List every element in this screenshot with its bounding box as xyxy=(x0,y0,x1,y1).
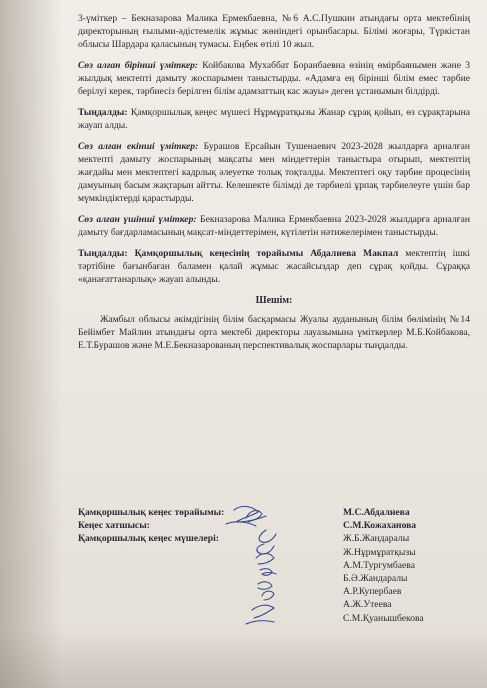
decision-paragraph: Жамбыл облысы әкімдігінің білім басқармасы Жуалы ауданының білім бөлімінің №14 Бейімбет Майлин атындағы орта мектебі директоры лауазымына үміткерлер М.Б.Койбакова, Е.Т.Бурашов және М.Е.Бекназарованың перспективалық жоспарлары тыңдалды. xyxy=(78,314,470,351)
member-row xyxy=(78,585,470,598)
first-candidate-text: Койбакова Мухаббат Боранбаевна өзінің өмірбаянымен және 3 жылдық мектепті дамыту жоспарымен таныстырды. «Адамға ең бірінші білім емес тәрбие берілуі керек, тәрбиесіз берілген білім адамзаттың кас жауы» деген ұстанымын білдірді. xyxy=(78,60,470,97)
heard-1-label: Тыңдалды: xyxy=(78,107,128,118)
member-name: Ж.Б.Жандаралы xyxy=(343,533,410,545)
member-name: Б.Ә.Жандаралы xyxy=(343,572,408,584)
document-body xyxy=(78,12,470,360)
member-row xyxy=(78,572,470,585)
member-name: Ж.Нұрмұратқызы xyxy=(343,546,416,558)
member-row xyxy=(78,598,470,611)
member-row xyxy=(78,612,470,625)
secretary-label: Кеңес хатшысы: xyxy=(78,520,150,532)
member-row xyxy=(78,559,470,572)
third-candidate-paragraph xyxy=(78,213,470,239)
secretary-row xyxy=(78,519,470,532)
first-candidate-label: Сөз алған бірінші үміткер: xyxy=(78,60,199,71)
signature-block xyxy=(78,506,470,625)
third-candidate-text: Бекназарова Малика Ермекбаевна 2023-2028 жылдарға арналған дамыту бағдарламасының мақсат-міндеттерімен, күтілетін нәтижелерімен таныстырды. xyxy=(78,214,470,238)
chair-name: М.С.Абдалиева xyxy=(343,507,410,518)
heard-1-text: Қамқоршылық кеңес мүшесі Нұрмұратқызы Жанар сұрақ қойып, өз сұрақтарына жауап алды. xyxy=(78,107,470,131)
chair-label: Қамқоршылық кеңес төрайымы: xyxy=(78,507,225,518)
page-shadow-left xyxy=(0,0,62,688)
chair-row xyxy=(78,506,470,519)
member-name: А.Ж.Утеева xyxy=(343,599,392,611)
secretary-name: С.М.Кожаханова xyxy=(343,520,417,532)
second-candidate-text: Бурашов Ерсайын Тушенаевич 2023-2028 жылдарға арналған мектепті дамыту жоспарының мақсаты мен міндеттерін таныстыра отырып, мектептің жағдайы мен мектептегі кадрлық әлеуетке толық тоқталды. Мектептегі оқу тәрбие процесінің дамуының басым жақтарын айтты. Келешекте білімді де тәрбиелі ұрпақ тәрбиелеуге үшін бар мүмкіндіктерді қарастырды. xyxy=(78,141,470,204)
third-candidate-label: Сөз алған үшінші үміткер: xyxy=(78,214,197,225)
member-name: А.Р.Купербаев xyxy=(343,586,402,598)
first-candidate-paragraph xyxy=(78,59,470,98)
members-label: Қамқоршылық кеңес мүшелері: xyxy=(78,533,219,545)
heard-1-paragraph xyxy=(78,106,470,132)
second-candidate-label: Сөз алған екінші үміткер: xyxy=(78,141,199,152)
second-candidate-paragraph xyxy=(78,140,470,205)
heard-2-paragraph xyxy=(78,247,470,286)
member-name: А.М.Тургумбаева xyxy=(343,559,415,571)
heard-2-label: Тыңдалды: Қамқоршылық кеңесінің төрайымы Абдалиева Макпал xyxy=(78,248,399,259)
decision-title: Шешім: xyxy=(255,295,293,306)
page-shadow-bottom xyxy=(0,628,487,688)
heard-2-text: мектептің ішкі тәртібіне бағынбаған баламен қалай жұмыс жасайсыздар деп сұрақ қойды. Сұраққа «қанағаттанарлық» жауап алынды. xyxy=(78,248,470,285)
member-row xyxy=(78,546,470,559)
members-row xyxy=(78,532,470,545)
member-name: С.М.Қуанышбекова xyxy=(343,612,424,624)
candidate-3-paragraph: 3-үміткер – Бекназарова Малика Ермекбаевна, №6 А.С.Пушкин атындағы орта мектебінің директорының ғылыми-әдістемелік жұмыс жөніндегі орынбасары. Білімі жоғары, Түркістан облысы Шардара қаласының тумасы. Еңбек өтілі 10 жыл. xyxy=(78,13,470,50)
